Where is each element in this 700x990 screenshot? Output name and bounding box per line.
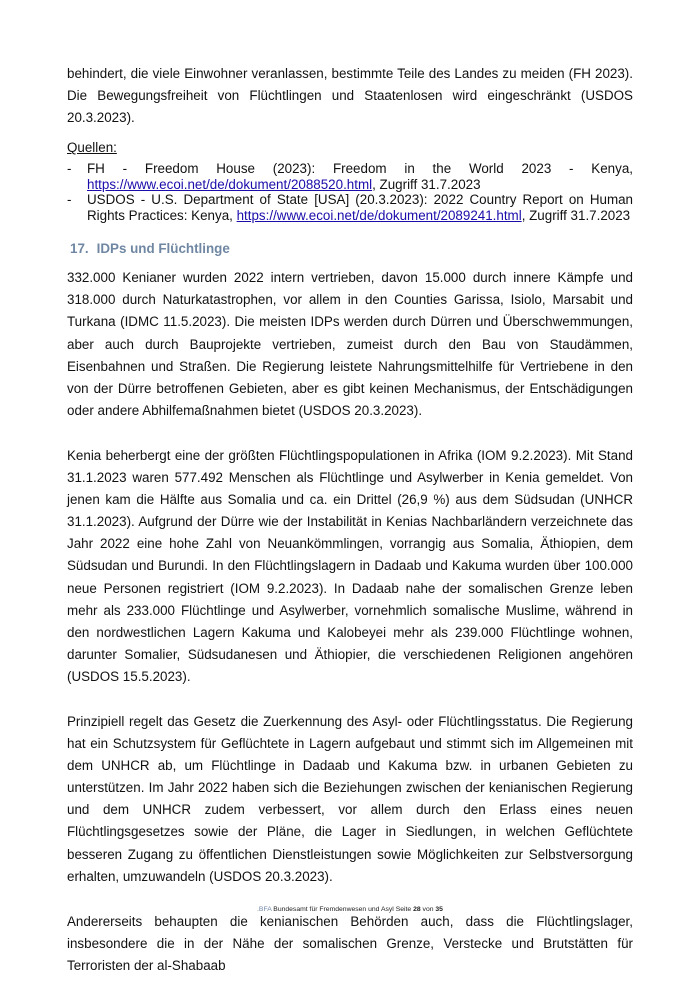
sources-label: Quellen: (67, 140, 117, 156)
document-page (67, 63, 633, 977)
body-paragraph: 332.000 Kenianer wurden 2022 intern vertrieben, davon 15.000 durch innere Kämpfe und 318.000 durch Naturkatastrophen, vor allem in den Counties Garissa, Isiolo, Marsabit und Turkana (IDMC 11.5.2023). Die meisten IDPs werden durch Dürren und Überschwemmungen, aber auch durch Bauprojekte vertrieben, zumeist durch den Bau von Staudämmen, Eisenbahnen und Straßen. Die Regierung leistete Nahrungsmittelhilfe für Vertriebene in den von der Dürre betroffenen Gebieten, aber es gibt keinen Mechanismus, der Entschädigungen oder andere Abhilfemaßnahmen bietet (USDOS 20.3.2023). (67, 270, 633, 418)
sources-list (67, 161, 633, 223)
body-paragraph: Kenia beherbergt eine der größten Flüchtlingspopulationen in Afrika (IOM 9.2.2023). Mit Stand 31.1.2023 waren 577.492 Menschen als Flüchtlinge und Asylwerber in Kenia gemeldet. Von jenen kam die Hälfte aus Somalia und ca. ein Drittel (26,9 %) aus dem Südsudan (UNHCR 31.1.2023). Aufgrund der Dürre wie der Instabilität in Kenias Nachbarländern verzeichnete das Jahr 2022 eine hohe Zahl von Neuankömmlingen, vorrangig aus Somalia, Äthiopien, dem Südsudan und Burundi. In den Flüchtlingslagern in Dadaab und Kakuma wurden über 100.000 neue Personen registriert (IOM 9.2.2023). In Dadaab nahe der somalischen Grenze leben mehr als 233.000 Flüchtlinge und Asylwerber, vornehmlich somalische Muslime, während in den nordwestlichen Lagern Kakuma und Kalobeyei mehr als 239.000 Flüchtlinge wohnen, darunter Somalier, Südsudanesen und Äthiopier, die verschiedenen Religionen angehören (USDOS 15.5.2023). (67, 447, 633, 684)
page-footer: .BFA Bundesamt für Fremdenwesen und Asyl Seite 28 von 35 (257, 906, 443, 913)
bfa-logo: .BFA (257, 906, 272, 913)
body-paragraph: Andererseits behaupten die kenianischen Behörden auch, dass die Flüchtlingslager, insbesondere die in der Nähe der somalischen Grenze, Verstecke und Brutstätten für Terroristen der al-Shabaab (67, 913, 633, 973)
source-link[interactable]: https://www.ecoi.net/de/dokument/2088520.html (87, 176, 373, 192)
intro-paragraph: behindert, die viele Einwohner veranlassen, bestimmte Teile des Landes zu meiden (FH 2023). Die Bewegungsfreiheit von Flüchtlingen und Staatenlosen wird eingeschränkt (USDOS 20.3.2023). (67, 66, 633, 126)
source-item: - FH - Freedom House (2023): Freedom in the World 2023 - Kenya, https://www.ecoi.net/de/dokument/2088520.html, Zugriff 31.7.2023 (67, 161, 633, 192)
page-total: 35 (435, 906, 443, 913)
source-item: - USDOS - U.S. Department of State [USA] (20.3.2023): 2022 Country Report on Human Rights Practices: Kenya, https://www.ecoi.net/de/dokument/2089241.html, Zugriff 31.7.2023 (67, 192, 633, 223)
body-paragraph: Prinzipiell regelt das Gesetz die Zuerkennung des Asyl- oder Flüchtlingsstatus. Die Regierung hat ein Schutzsystem für Geflüchtete in Lagern aufgebaut und stimmt sich im Allgemeinen mit dem UNHCR ab, um Flüchtlinge in Dadaab und Kakuma bzw. in urbanen Gebieten zu unterstützen. Im Jahr 2022 haben sich die Beziehungen zwischen der kenianischen Regierung und dem UNHCR zudem verbessert, vor allem durch den Erlass eines neuen Flüchtlingsgesetzes sowie der Pläne, die Lager in Siedlungen, in welchen Geflüchtete besseren Zugang zu öffentlichen Dienstleistungen sowie Möglichkeiten zur Selbstversorgung erhalten, umzuwandeln (USDOS 20.3.2023). (67, 713, 633, 884)
section-heading: 17. IDPs und Flüchtlinge (70, 241, 230, 257)
source-link[interactable]: https://www.ecoi.net/de/dokument/2089241.html (236, 207, 522, 223)
page-number: 28 (413, 906, 421, 913)
